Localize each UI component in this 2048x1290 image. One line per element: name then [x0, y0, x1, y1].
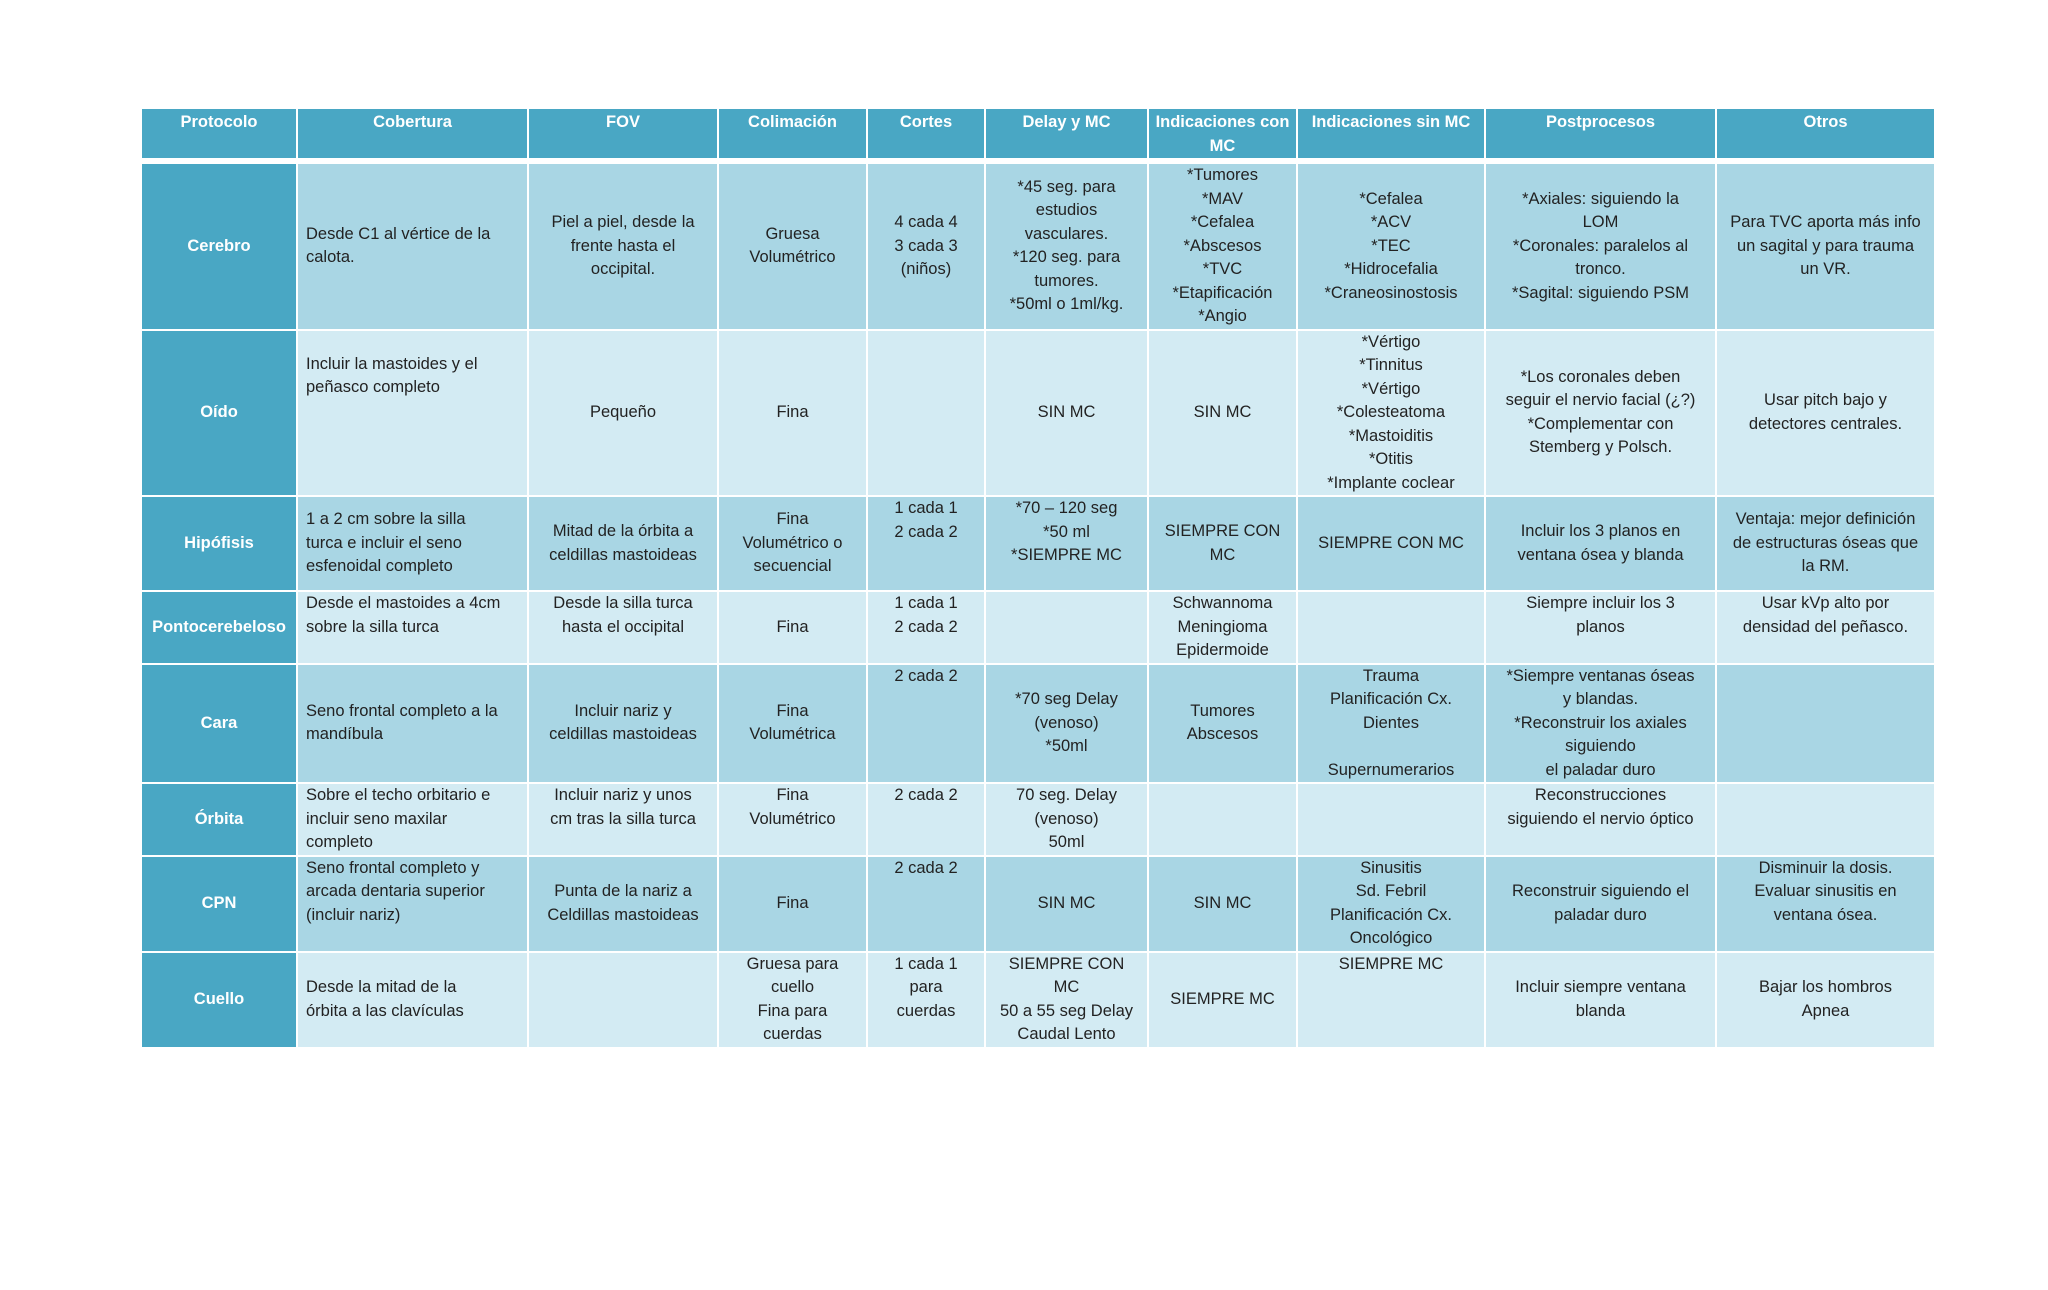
cell-cobertura: Incluir la mastoides y el peñasco completo — [298, 331, 527, 496]
table-row-pontocerebeloso — [142, 592, 1934, 663]
header-delay-mc: Delay y MC — [986, 109, 1147, 158]
cell-otros: Ventaja: mejor definición de estructuras óseas que la RM. — [1717, 497, 1934, 590]
cell-fov: Punta de la nariz a Celdillas mastoideas — [529, 857, 717, 951]
cell-fov: Desde la silla turca hasta el occipital — [529, 592, 717, 663]
cell-cortes: 1 cada 1 2 cada 2 — [868, 592, 984, 663]
header-postprocesos: Postprocesos — [1486, 109, 1715, 158]
cell-delay-mc — [986, 592, 1147, 663]
cell-postprocesos: Incluir los 3 planos en ventana ósea y blanda — [1486, 497, 1715, 590]
cell-cobertura: Desde C1 al vértice de la calota. — [298, 164, 527, 329]
cell-cortes: 1 cada 1 para cuerdas — [868, 953, 984, 1047]
cell-delay-mc: *70 – 120 seg *50 ml *SIEMPRE MC — [986, 497, 1147, 590]
header-indicaciones-sin-mc: Indicaciones sin MC — [1298, 109, 1484, 158]
cell-postprocesos: Siempre incluir los 3 planos — [1486, 592, 1715, 663]
cell-postprocesos: *Los coronales deben seguir el nervio facial (¿?) *Complementar con Stemberg y Polsch. — [1486, 331, 1715, 496]
cell-delay-mc: SIN MC — [986, 331, 1147, 496]
table-row-cuello — [142, 953, 1934, 1047]
cell-ind-sin-mc — [1298, 784, 1484, 855]
cell-otros: Disminuir la dosis. Evaluar sinusitis en ventana ósea. — [1717, 857, 1934, 951]
cell-fov: Incluir nariz y unos cm tras la silla turca — [529, 784, 717, 855]
cell-colimacion: Fina Volumétrica — [719, 665, 866, 783]
cell-otros: Usar pitch bajo y detectores centrales. — [1717, 331, 1934, 496]
cell-cortes: 2 cada 2 — [868, 784, 984, 855]
cell-colimacion: Gruesa para cuello Fina para cuerdas — [719, 953, 866, 1047]
cell-cortes: 2 cada 2 — [868, 665, 984, 783]
header-protocolo: Protocolo — [142, 109, 296, 158]
cell-cortes: 2 cada 2 — [868, 857, 984, 951]
cell-fov: Incluir nariz y celdillas mastoideas — [529, 665, 717, 783]
cell-cobertura: Sobre el techo orbitario e incluir seno maxilar completo — [298, 784, 527, 855]
row-label: Cuello — [142, 953, 296, 1047]
row-label: Cerebro — [142, 164, 296, 329]
cell-cortes — [868, 331, 984, 496]
header-gap-cell — [142, 160, 1934, 162]
cell-delay-mc: *70 seg Delay (venoso) *50ml — [986, 665, 1147, 783]
cell-ind-con-mc: SIEMPRE MC — [1149, 953, 1296, 1047]
header-colimacion: Colimación — [719, 109, 866, 158]
table-row-oido — [142, 331, 1934, 496]
header-fov: FOV — [529, 109, 717, 158]
cell-ind-con-mc: SIEMPRE CON MC — [1149, 497, 1296, 590]
cell-ind-sin-mc: Sinusitis Sd. Febril Planificación Cx. Oncológico — [1298, 857, 1484, 951]
table-row-cara — [142, 665, 1934, 783]
cell-ind-sin-mc: *Cefalea *ACV *TEC *Hidrocefalia *Craneosinostosis — [1298, 164, 1484, 329]
row-label: Cara — [142, 665, 296, 783]
cell-ind-con-mc: SIN MC — [1149, 857, 1296, 951]
header-otros: Otros — [1717, 109, 1934, 158]
row-label: CPN — [142, 857, 296, 951]
table-row-cpn — [142, 857, 1934, 951]
cell-delay-mc: SIEMPRE CON MC 50 a 55 seg Delay Caudal Lento — [986, 953, 1147, 1047]
cell-delay-mc: *45 seg. para estudios vasculares. *120 seg. para tumores. *50ml o 1ml/kg. — [986, 164, 1147, 329]
cell-colimacion: Fina — [719, 592, 866, 663]
header-cobertura: Cobertura — [298, 109, 527, 158]
cell-postprocesos: Reconstruir siguiendo el paladar duro — [1486, 857, 1715, 951]
table-row-hipofisis — [142, 497, 1934, 590]
cell-postprocesos: *Siempre ventanas óseas y blandas. *Reconstruir los axiales siguiendo el paladar duro — [1486, 665, 1715, 783]
cell-colimacion: Fina — [719, 331, 866, 496]
cell-delay-mc: 70 seg. Delay (venoso) 50ml — [986, 784, 1147, 855]
cell-ind-sin-mc — [1298, 592, 1484, 663]
cell-postprocesos: Incluir siempre ventana blanda — [1486, 953, 1715, 1047]
header-row — [142, 109, 1934, 158]
cell-cobertura: Seno frontal completo a la mandíbula — [298, 665, 527, 783]
cell-ind-con-mc — [1149, 784, 1296, 855]
header-indicaciones-con-mc: Indicaciones con MC — [1149, 109, 1296, 158]
cell-otros — [1717, 784, 1934, 855]
row-label: Oído — [142, 331, 296, 496]
cell-fov: Piel a piel, desde la frente hasta el occipital. — [529, 164, 717, 329]
cell-otros — [1717, 665, 1934, 783]
cell-delay-mc: SIN MC — [986, 857, 1147, 951]
cell-cobertura: Desde el mastoides a 4cm sobre la silla turca — [298, 592, 527, 663]
cell-fov — [529, 953, 717, 1047]
cell-colimacion: Fina — [719, 857, 866, 951]
table-row-orbita — [142, 784, 1934, 855]
cell-fov: Mitad de la órbita a celdillas mastoideas — [529, 497, 717, 590]
cell-ind-sin-mc: SIEMPRE MC — [1298, 953, 1484, 1047]
cell-cobertura: 1 a 2 cm sobre la silla turca e incluir el seno esfenoidal completo — [298, 497, 527, 590]
cell-ind-con-mc: Tumores Abscesos — [1149, 665, 1296, 783]
table-row-cerebro — [142, 164, 1934, 329]
cell-ind-con-mc: Schwannoma Meningioma Epidermoide — [1149, 592, 1296, 663]
cell-colimacion: Fina Volumétrico o secuencial — [719, 497, 866, 590]
cell-ind-con-mc: SIN MC — [1149, 331, 1296, 496]
row-label: Pontocerebeloso — [142, 592, 296, 663]
cell-postprocesos: *Axiales: siguiendo la LOM *Coronales: paralelos al tronco. *Sagital: siguiendo PSM — [1486, 164, 1715, 329]
cell-ind-con-mc: *Tumores *MAV *Cefalea *Abscesos *TVC *Etapificación *Angio — [1149, 164, 1296, 329]
row-label: Hipófisis — [142, 497, 296, 590]
cell-cobertura: Seno frontal completo y arcada dentaria superior (incluir nariz) — [298, 857, 527, 951]
cell-fov: Pequeño — [529, 331, 717, 496]
cell-ind-sin-mc: *Vértigo *Tinnitus *Vértigo *Colesteatoma *Mastoiditis *Otitis *Implante coclear — [1298, 331, 1484, 496]
cell-colimacion: Gruesa Volumétrico — [719, 164, 866, 329]
cell-ind-sin-mc: SIEMPRE CON MC — [1298, 497, 1484, 590]
cell-colimacion: Fina Volumétrico — [719, 784, 866, 855]
ct-protocol-table — [140, 107, 1936, 1049]
cell-otros: Para TVC aporta más info un sagital y para trauma un VR. — [1717, 164, 1934, 329]
cell-cortes: 4 cada 4 3 cada 3 (niños) — [868, 164, 984, 329]
row-label: Órbita — [142, 784, 296, 855]
cell-cortes: 1 cada 1 2 cada 2 — [868, 497, 984, 590]
cell-cobertura: Desde la mitad de la órbita a las clavículas — [298, 953, 527, 1047]
header-cortes: Cortes — [868, 109, 984, 158]
cell-postprocesos: Reconstrucciones siguiendo el nervio óptico — [1486, 784, 1715, 855]
cell-otros: Bajar los hombros Apnea — [1717, 953, 1934, 1047]
cell-otros: Usar kVp alto por densidad del peñasco. — [1717, 592, 1934, 663]
header-gap — [142, 160, 1934, 162]
cell-ind-sin-mc: Trauma Planificación Cx. Dientes Supernumerarios — [1298, 665, 1484, 783]
